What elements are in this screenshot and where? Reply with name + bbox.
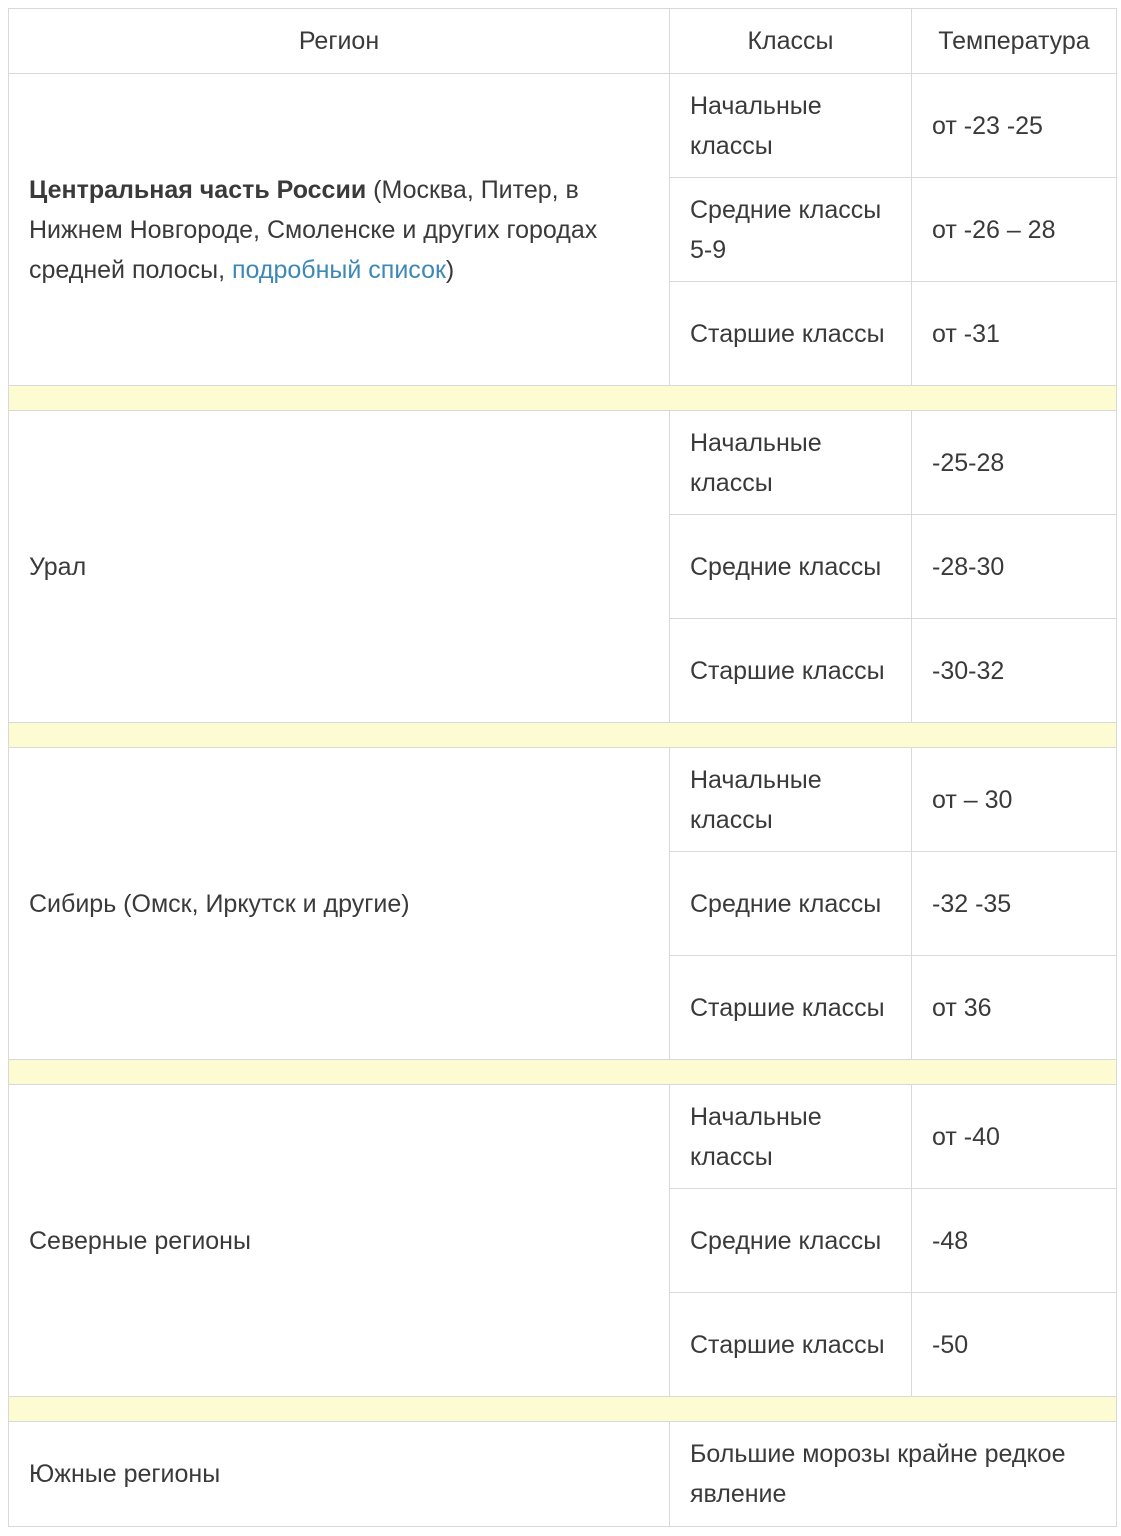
- temperature-cell: от 36: [912, 956, 1117, 1060]
- header-classes: Классы: [670, 9, 912, 74]
- temperature-table: [8, 8, 1117, 1527]
- south-note-cell: Большие морозы крайне редкое явление: [670, 1422, 1117, 1527]
- classes-cell: Средние классы: [670, 1189, 912, 1293]
- separator-cell: [9, 723, 1117, 748]
- region-siberia: Сибирь (Омск, Иркутск и другие): [9, 748, 670, 1060]
- classes-cell: Средние классы 5-9: [670, 178, 912, 282]
- classes-cell: Начальные классы: [670, 1085, 912, 1189]
- region-name-rest: (Москва, Питер, в Нижнем Новгороде, Смоленске и других городах средней полосы,: [29, 175, 598, 284]
- table-row: [9, 411, 1117, 515]
- table-row: [9, 74, 1117, 178]
- classes-cell: Старшие классы: [670, 956, 912, 1060]
- classes-cell: Начальные классы: [670, 411, 912, 515]
- region-name-close: ): [445, 255, 455, 284]
- separator-cell: [9, 1397, 1117, 1422]
- region-central: [9, 74, 670, 386]
- detailed-list-link[interactable]: подробный список: [232, 255, 446, 284]
- classes-cell: Старшие классы: [670, 619, 912, 723]
- temperature-cell: от – 30: [912, 748, 1117, 852]
- separator-cell: [9, 386, 1117, 411]
- classes-cell: Начальные классы: [670, 74, 912, 178]
- temperature-cell: от -23 -25: [912, 74, 1117, 178]
- table-row: [9, 1085, 1117, 1189]
- table-row: [9, 748, 1117, 852]
- header-region: Регион: [9, 9, 670, 74]
- temperature-cell: -48: [912, 1189, 1117, 1293]
- separator-row: [9, 386, 1117, 411]
- separator-row: [9, 1060, 1117, 1085]
- temperature-cell: -28-30: [912, 515, 1117, 619]
- region-south: Южные регионы: [9, 1422, 670, 1527]
- classes-cell: Старшие классы: [670, 282, 912, 386]
- header-temperature: Температура: [912, 9, 1117, 74]
- separator-row: [9, 723, 1117, 748]
- region-ural: Урал: [9, 411, 670, 723]
- temperature-cell: -30-32: [912, 619, 1117, 723]
- temperature-cell: от -31: [912, 282, 1117, 386]
- region-north: Северные регионы: [9, 1085, 670, 1397]
- header-row: [9, 9, 1117, 74]
- classes-cell: Старшие классы: [670, 1293, 912, 1397]
- temperature-cell: от -40: [912, 1085, 1117, 1189]
- classes-cell: Средние классы: [670, 515, 912, 619]
- temperature-cell: -25-28: [912, 411, 1117, 515]
- temperature-cell: от -26 – 28: [912, 178, 1117, 282]
- table-row: [9, 1422, 1117, 1527]
- region-name-bold: Центральная часть России: [29, 175, 367, 204]
- classes-cell: Средние классы: [670, 852, 912, 956]
- classes-cell: Начальные классы: [670, 748, 912, 852]
- temperature-cell: -50: [912, 1293, 1117, 1397]
- temperature-cell: -32 -35: [912, 852, 1117, 956]
- separator-row: [9, 1397, 1117, 1422]
- separator-cell: [9, 1060, 1117, 1085]
